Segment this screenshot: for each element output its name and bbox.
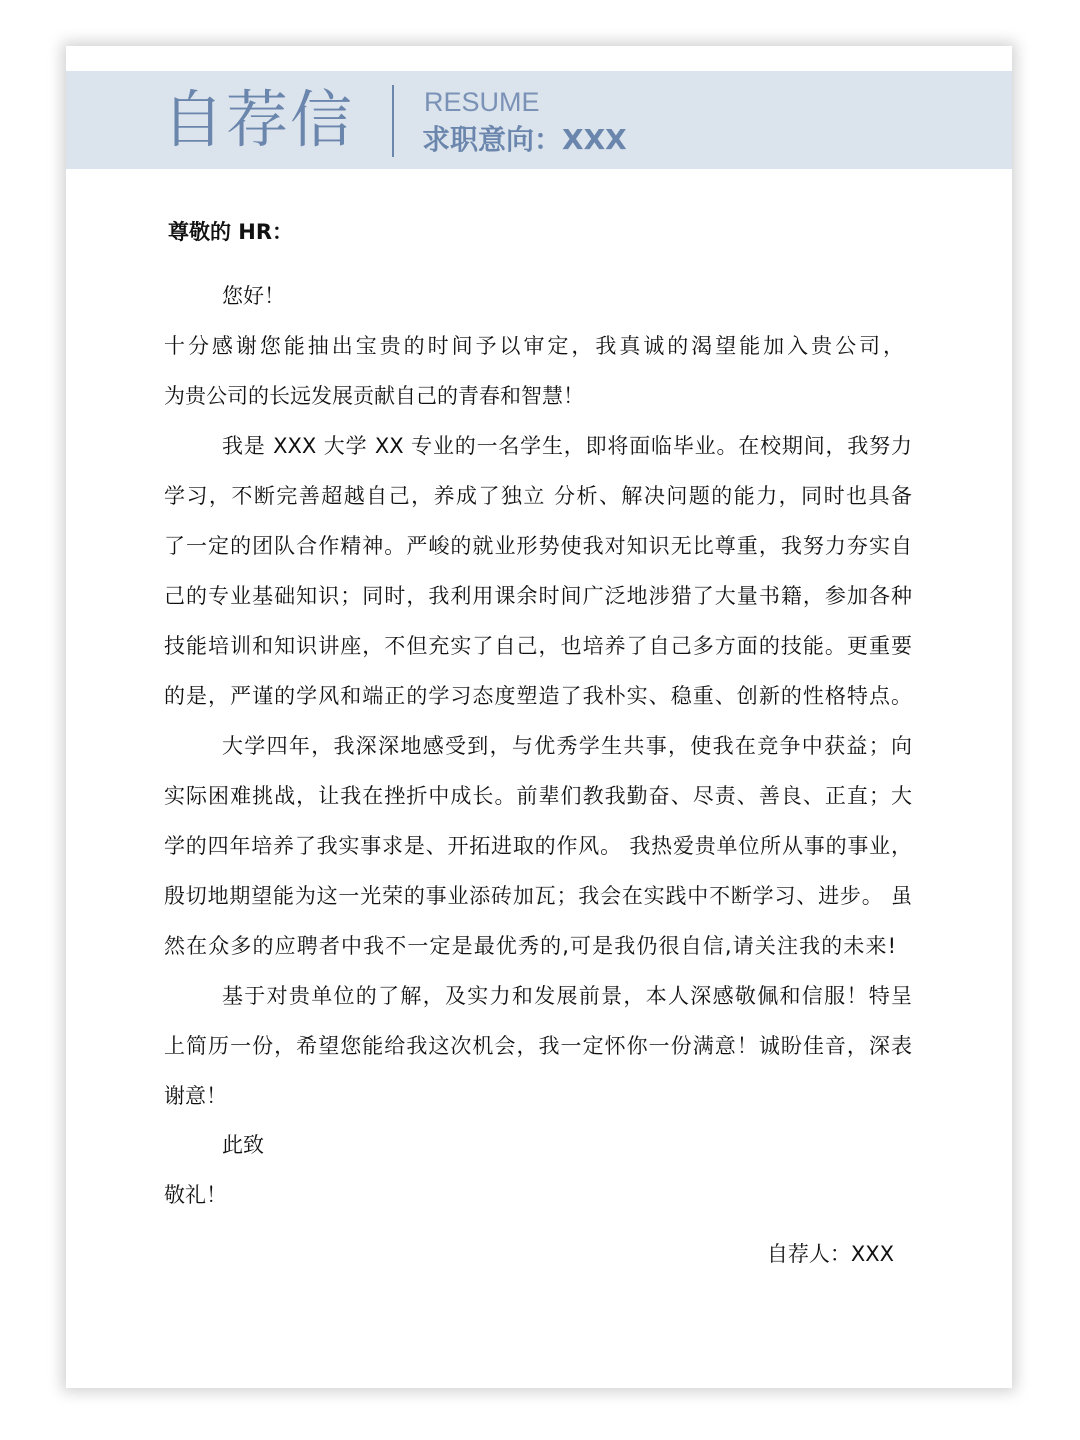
paragraph-4-line: 上简历一份，希望您能给我这次机会，我一定怀你一份满意！诚盼佳音，深表: [164, 1034, 912, 1058]
paragraph-1-line: 为贵公司的长远发展贡献自己的青春和智慧！: [164, 384, 584, 408]
paragraph-2-line: 的是，严谨的学风和端正的学习态度塑造了我朴实、稳重、创新的性格特点。: [164, 684, 912, 708]
salutation: 尊敬的 HR：: [168, 220, 294, 244]
paragraph-1-line: 十分感谢您能抽出宝贵的时间予以审定，我真诚的渴望能加入贵公司，: [164, 334, 904, 358]
paragraph-2-line: 学习，不断完善超越自己，养成了独立 分析、解决问题的能力，同时也具备: [164, 484, 912, 508]
signature: 自荐人：XXX: [766, 1242, 894, 1266]
paragraph-3-line: 大学四年，我深深地感受到，与优秀学生共事，使我在竞争中获益；向: [222, 734, 912, 758]
paragraph-2-line: 了一定的团队合作精神。严峻的就业形势使我对知识无比尊重，我努力夯实自: [164, 534, 912, 558]
header-divider: [392, 85, 394, 157]
resume-label: RESUME: [424, 87, 540, 117]
paragraph-2-line: 技能培训和知识讲座，不但充实了自己，也培养了自己多方面的技能。更重要: [164, 634, 912, 658]
page-title: 自荐信: [162, 83, 355, 156]
letter-page: [66, 46, 1012, 1388]
paragraph-4-line: 谢意！: [164, 1084, 227, 1108]
paragraph-4-line: 基于对贵单位的了解，及实力和发展前景，本人深感敬佩和信服！特呈: [222, 984, 912, 1008]
greeting: 您好！: [222, 284, 285, 308]
paragraph-2-line: 我是 XXX 大学 XX 专业的一名学生，即将面临毕业。在校期间，我努力: [222, 434, 912, 458]
closing-line-2: 敬礼！: [164, 1183, 227, 1207]
paragraph-3-line: 学的四年培养了我实事求是、开拓进取的作风。 我热爱贵单位所从事的事业，: [164, 834, 912, 858]
paragraph-3-line: 实际困难挑战，让我在挫折中成长。前辈们教我勤奋、尽责、善良、正直；大: [164, 784, 912, 808]
closing-line-1: 此致: [222, 1133, 264, 1157]
job-intent: 求职意向：XXX: [422, 123, 627, 156]
paragraph-3-line: 然在众多的应聘者中我不一定是最优秀的,可是我仍很自信,请关注我的未来!: [164, 934, 896, 958]
header-banner: [66, 71, 1012, 169]
paragraph-2-line: 己的专业基础知识；同时，我利用课余时间广泛地涉猎了大量书籍，参加各种: [164, 584, 912, 608]
paragraph-3-line: 殷切地期望能为这一光荣的事业添砖加瓦；我会在实践中不断学习、进步。 虽: [164, 884, 912, 908]
